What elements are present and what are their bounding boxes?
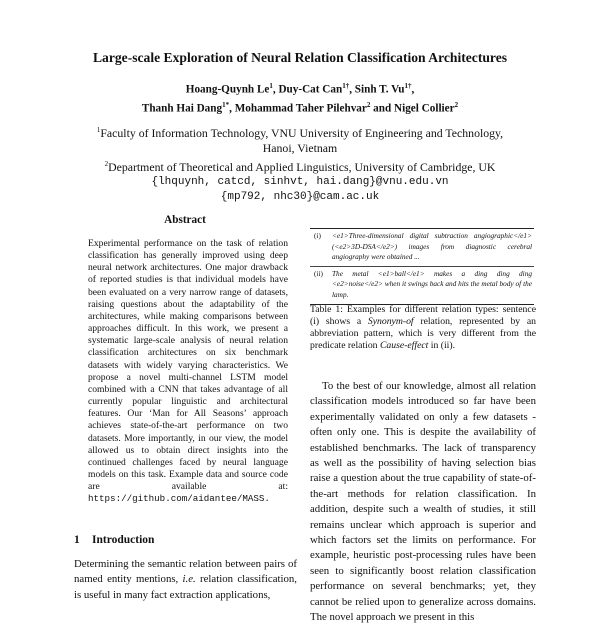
intro-text: Determining the semantic relation between pairs of named entity mentions, <box>74 558 297 586</box>
author-mark: 1* <box>222 100 230 109</box>
caption-text: in (ii). <box>430 340 455 352</box>
caption-text: relation, represented by an abbreviation pattern, which is very different from the predicate relation <box>310 316 537 352</box>
abstract-heading: Abstract <box>164 214 206 226</box>
row-id: (ii) <box>314 268 323 278</box>
authors-line-2: Thanh Hai Dang$^{1*}$, Mohammad Taher Pilehvar$^2$ and Nigel Collier$^2$ <box>141 100 459 115</box>
author-list <box>0 79 600 116</box>
author-name: Hoang-Quynh Le <box>185 83 270 96</box>
author-mark: 2 <box>454 100 459 109</box>
intro-ie: i.e. <box>182 573 196 586</box>
email-line: {lhquynh, catcd, sinhvt, hai.dang}@vnu.edu.vn <box>151 175 449 188</box>
source-code-link[interactable]: https://github.com/aidantee/MASS. <box>88 493 270 505</box>
author-name: Duy-Cat Can <box>278 83 343 96</box>
author-name: Sinh T. Vu <box>354 83 405 96</box>
row-text: <e1>Three-dimensional digital subtraction angiographic</e1> (<e2>3D-DSA</e2>) images from diagnostic cerebral angiography were obtained ... <box>332 231 532 262</box>
paper-title: Large-scale Exploration of Neural Relation Classification Architectures <box>92 50 508 65</box>
affiliation-mark: 2 <box>104 159 109 168</box>
section-number: 1 <box>74 534 80 546</box>
body-paragraph <box>310 379 536 626</box>
affiliation-2 <box>0 157 600 175</box>
table-row <box>310 229 534 265</box>
table-caption <box>310 304 536 352</box>
example-table <box>310 228 534 305</box>
intro-paragraph <box>74 557 297 603</box>
section-heading <box>74 534 154 546</box>
section-title: Introduction <box>92 534 155 546</box>
affiliation-1-cont: Hanoi, Vietnam <box>262 141 338 156</box>
affiliation-text: Faculty of Information Technology, VNU University of Engineering and Technology, <box>100 125 504 140</box>
affiliation-mark: 1 <box>96 126 101 134</box>
author-name: Nigel Collier <box>394 102 455 115</box>
author-name: Thanh Hai Dang <box>141 102 223 115</box>
author-mark: 2 <box>366 100 371 109</box>
caption-relation: Synonym-of <box>367 316 414 328</box>
author-mark: 1 <box>269 82 273 90</box>
table-row <box>310 267 534 303</box>
caption-text: Table 1: Examples for different relation types: sentence (i) shows a <box>310 304 536 328</box>
body-text: To the best of our knowledge, almost all relation classification models introduced so far have been experimentally validated on only a few datasets - often only one. This is despite the availability of established benchmarks. The lack of transparency as well as the possibility of having selection bias raise a question about the true capability of state-of-the-art methods for relation classification. In addition, despite such a wealth of studies, it still remains unclear which approach is superior and which factors set the limits on performance. For example, heuristic post-processing rules have been seen to significantly boost relation classification performance on several benchmarks; yet, they cannot be relied upon to generalize across domains. The novel approach we present in this <box>310 380 536 624</box>
affiliations <box>0 123 600 205</box>
caption-relation: Cause-effect <box>379 340 429 352</box>
abstract-body <box>88 238 288 505</box>
abstract-text: Experimental performance on the task of relation classification has generally improved using deep neural network architectures. One major drawback of reported studies is that individual models have been evaluated on a very narrow range of datasets, raising questions about the adaptability of the architectures, while making comparisons between approaches difficult. In this work, we present a systematic large-scale analysis of neural relation classification architectures on six benchmark datasets with widely varying characteristics. We propose a novel multi-channel LSTM model combined with a CNN that takes advantage of all currently popular linguistic and architectural features. Our ‘Man for All Seasons’ approach achieves state-of-the-art performance on two datasets. More importantly, in our view, the model allowed us to obtain direct insights into the continued challenges faced by neural language models on this task. Example data and source code are available at: <box>88 238 288 493</box>
author-mark: 1† <box>342 82 350 90</box>
affiliation-1 <box>0 123 600 141</box>
author-mark: 1† <box>404 82 412 90</box>
row-text: The metal <e1>ball</e1> makes a ding ding ding <e2>noise</e2> when it swings back and hits the metal body of the lamp. <box>332 268 532 299</box>
intro-text: relation classification, is useful in many fact extraction applications, <box>74 573 297 601</box>
row-id: (i) <box>314 231 321 240</box>
affiliation-text: Department of Theoretical and Applied Linguistics, University of Cambridge, UK <box>108 159 496 174</box>
authors-line-1: Hoang-Quynh Le$^1$, Duy-Cat Can$^{1\dagger}$, Sinh T. $Vu^{1\dagger}$, <box>185 82 415 96</box>
email-line: {mp792, nhc30}@cam.ac.uk <box>220 191 380 204</box>
author-name: Mohammad Taher Pilehvar <box>234 102 367 115</box>
